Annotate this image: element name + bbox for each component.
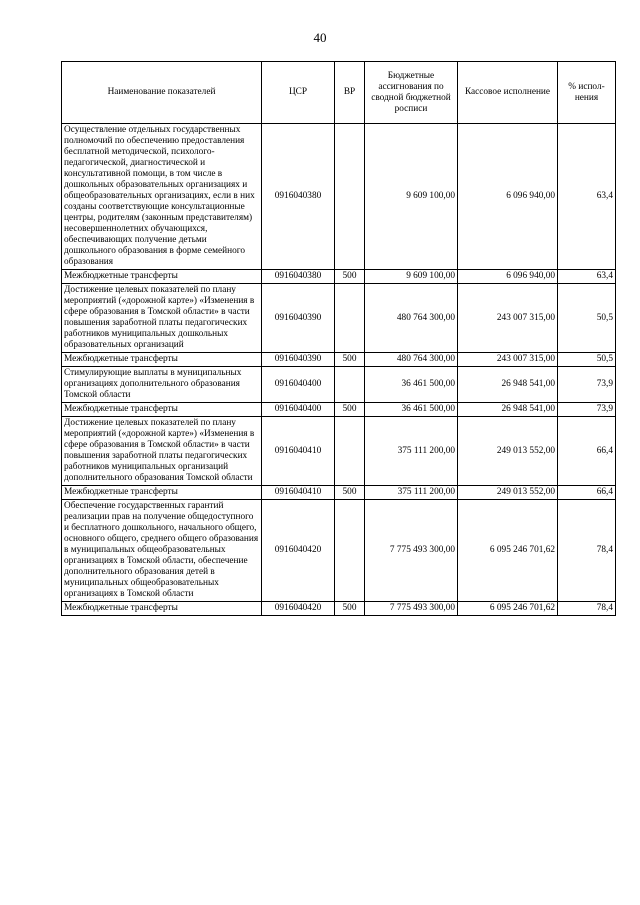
row-vr: [335, 417, 365, 486]
row-budget: 480 764 300,00: [365, 353, 458, 367]
row-vr: [335, 124, 365, 270]
column-header-budget: Бюджетные ассигнования по сводной бюджетной росписи: [365, 62, 458, 124]
column-header-csr: ЦСР: [262, 62, 335, 124]
row-vr: [335, 284, 365, 353]
row-percent: 66,4: [558, 417, 616, 486]
row-percent: 50,5: [558, 353, 616, 367]
table-row: [62, 270, 616, 284]
row-name: Межбюджетные трансферты: [62, 353, 262, 367]
row-name: Межбюджетные трансферты: [62, 486, 262, 500]
row-budget: 7 775 493 300,00: [365, 500, 458, 602]
row-percent: 73,9: [558, 367, 616, 403]
row-percent: 73,9: [558, 403, 616, 417]
table-row: [62, 353, 616, 367]
row-csr: 0916040410: [262, 486, 335, 500]
row-budget: 7 775 493 300,00: [365, 602, 458, 616]
table-row: [62, 124, 616, 270]
row-percent: 63,4: [558, 270, 616, 284]
row-vr: 500: [335, 486, 365, 500]
row-budget: 375 111 200,00: [365, 486, 458, 500]
row-cash: 249 013 552,00: [458, 417, 558, 486]
row-vr: 500: [335, 403, 365, 417]
row-name: Межбюджетные трансферты: [62, 602, 262, 616]
row-percent: 63,4: [558, 124, 616, 270]
row-cash: 6 096 940,00: [458, 124, 558, 270]
row-cash: 243 007 315,00: [458, 284, 558, 353]
budget-execution-table: [61, 61, 616, 616]
row-csr: 0916040380: [262, 124, 335, 270]
row-name: Межбюджетные трансферты: [62, 270, 262, 284]
row-csr: 0916040380: [262, 270, 335, 284]
row-csr: 0916040420: [262, 500, 335, 602]
row-vr: [335, 367, 365, 403]
row-cash: 26 948 541,00: [458, 403, 558, 417]
row-vr: 500: [335, 353, 365, 367]
table-row: [62, 602, 616, 616]
row-budget: 9 609 100,00: [365, 124, 458, 270]
row-vr: 500: [335, 270, 365, 284]
row-budget: 9 609 100,00: [365, 270, 458, 284]
row-cash: 6 095 246 701,62: [458, 602, 558, 616]
table-row: [62, 284, 616, 353]
row-name: Обеспечение государственных гарантий реализации прав на получение общедоступного и бесплатного дошкольного, начального общего, основного общего, среднего общего образования в муниципальных общеобразовательных организациях в Томской области, обеспечение дополнительного образования детей в муниципальных общеобразовательных организациях в Томской области: [62, 500, 262, 602]
row-cash: 26 948 541,00: [458, 367, 558, 403]
row-csr: 0916040420: [262, 602, 335, 616]
row-csr: 0916040410: [262, 417, 335, 486]
row-percent: 78,4: [558, 602, 616, 616]
table-row: [62, 417, 616, 486]
column-header-vr: ВР: [335, 62, 365, 124]
row-percent: 66,4: [558, 486, 616, 500]
row-budget: 375 111 200,00: [365, 417, 458, 486]
row-budget: 480 764 300,00: [365, 284, 458, 353]
row-cash: 6 095 246 701,62: [458, 500, 558, 602]
table-row: [62, 500, 616, 602]
row-percent: 78,4: [558, 500, 616, 602]
column-header-percent: % испол-нения: [558, 62, 616, 124]
page-number: 40: [313, 30, 327, 45]
row-name: Стимулирующие выплаты в муниципальных организациях дополнительного образования Томской области: [62, 367, 262, 403]
row-vr: [335, 500, 365, 602]
table-row: [62, 367, 616, 403]
row-csr: 0916040400: [262, 403, 335, 417]
column-header-cash: Кассовое исполнение: [458, 62, 558, 124]
row-cash: 6 096 940,00: [458, 270, 558, 284]
table-row: [62, 486, 616, 500]
row-budget: 36 461 500,00: [365, 367, 458, 403]
column-header-name: Наименование показателей: [62, 62, 262, 124]
table-header-row: [62, 62, 616, 124]
table-row: [62, 403, 616, 417]
row-csr: 0916040400: [262, 367, 335, 403]
row-percent: 50,5: [558, 284, 616, 353]
row-name: Осуществление отдельных государственных полномочий по обеспечению предоставления бесплатной методической, психолого-педагогической, диагностической и консультативной помощи, в том числе в дошкольных образовательных организациях и общеобразовательных организациях, если в них созданы соответствующие консультационные центры, родителям (законным представителям) несовершеннолетних обучающихся, обеспечивающих получение детьми дошкольного образования в форме семейного образования: [62, 124, 262, 270]
row-name: Достижение целевых показателей по плану мероприятий («дорожной карте») «Изменения в сфере образования в Томской области» в части повышения заработной платы педагогических работников муниципальных дошкольных образовательных организаций: [62, 284, 262, 353]
row-budget: 36 461 500,00: [365, 403, 458, 417]
row-csr: 0916040390: [262, 284, 335, 353]
row-cash: 243 007 315,00: [458, 353, 558, 367]
row-cash: 249 013 552,00: [458, 486, 558, 500]
row-csr: 0916040390: [262, 353, 335, 367]
row-vr: 500: [335, 602, 365, 616]
row-name: Межбюджетные трансферты: [62, 403, 262, 417]
row-name: Достижение целевых показателей по плану мероприятий («дорожной карте») «Изменения в сфере образования в Томской области» в части повышения заработной платы педагогических работников муниципальных организаций дополнительного образования Томской области: [62, 417, 262, 486]
